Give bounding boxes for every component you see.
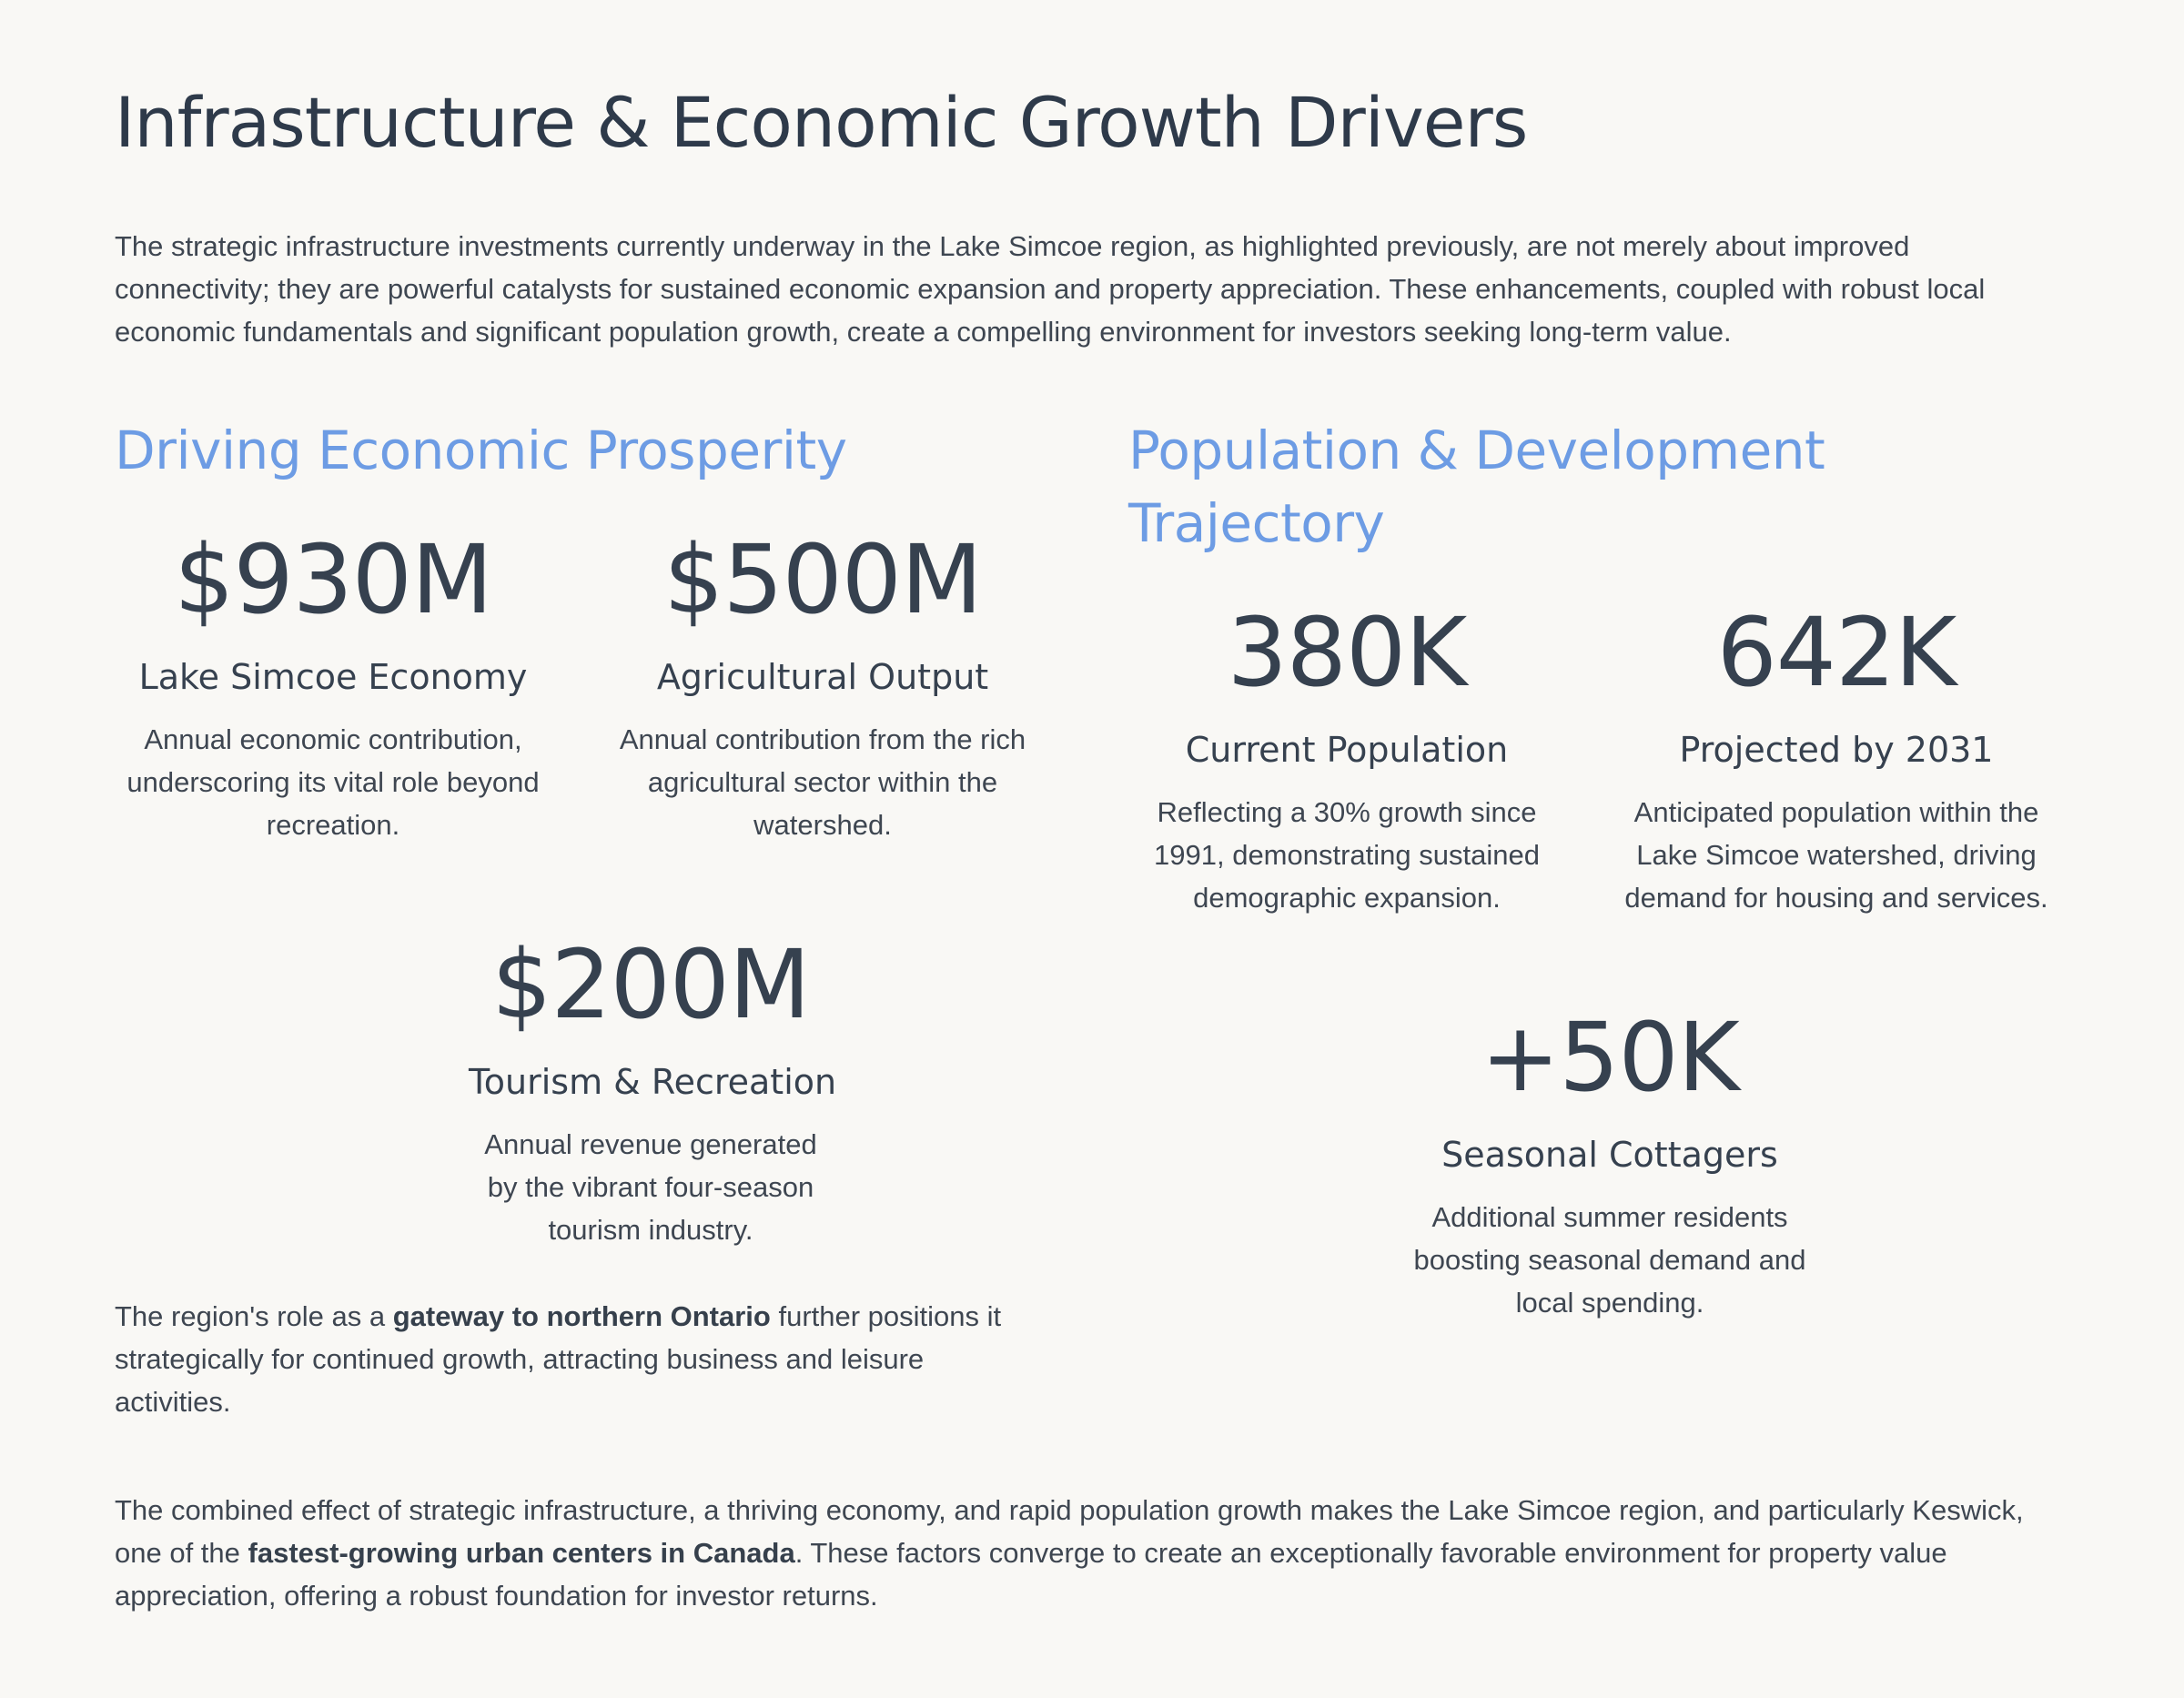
- stat-label: Tourism & Recreation: [469, 1062, 837, 1102]
- stat-description: Annual economic contribution, underscoring its vital role beyond recreation.: [126, 723, 540, 841]
- stat-card-current-population: [1128, 596, 1565, 919]
- economic-section: [115, 414, 1116, 1418]
- stat-label: Seasonal Cottagers: [1441, 1135, 1778, 1175]
- note-text: The region's role as a: [115, 1300, 393, 1332]
- stat-label: Agricultural Output: [656, 657, 989, 697]
- conclusion-text: The combined effect of strategic infrastructure, a thriving economy, and rapid population growth makes the Lake Simcoe region, and particularly Keswick, one of the: [115, 1494, 2024, 1569]
- stat-description: Annual revenue generated by the vibrant four-season tourism industry.: [484, 1128, 817, 1246]
- stat-description: Reflecting a 30% growth since 1991, demonstrating sustained demographic expansion.: [1154, 796, 1540, 914]
- stat-description: Annual contribution from the rich agricultural sector within the watershed.: [619, 723, 1026, 841]
- stat-card-seasonal-cottagers: [1400, 1001, 1819, 1324]
- gateway-note: [115, 1295, 1025, 1423]
- stat-label: Projected by 2031: [1679, 730, 1994, 770]
- stat-value: $200M: [491, 929, 810, 1040]
- stat-label: Current Population: [1185, 730, 1509, 770]
- stat-description: Additional summer residents boosting seasonal demand and local spending.: [1413, 1201, 1806, 1319]
- stat-value: 642K: [1716, 597, 1956, 708]
- note-text: further positions it strategically for continued growth, attracting business and leisure activities.: [115, 1300, 1002, 1418]
- stat-card-tourism: [469, 928, 837, 1251]
- stat-label: Lake Simcoe Economy: [138, 657, 528, 697]
- population-section-title: Population & Development Trajectory: [1128, 419, 1825, 554]
- conclusion-text: . These factors converge to create an exceptionally favorable environment for property value appreciation, offering a robust foundation for investor returns.: [115, 1537, 1947, 1612]
- population-section: [1128, 414, 2066, 1319]
- stat-value: 380K: [1227, 597, 1467, 708]
- note-highlight: gateway to northern Ontario: [392, 1300, 771, 1332]
- stat-card-agriculture: [604, 523, 1041, 846]
- conclusion-highlight: fastest-growing urban centers in Canada: [248, 1537, 795, 1569]
- intro-paragraph: The strategic infrastructure investments currently underway in the Lake Simcoe region, as highlighted previously, are not merely about improved connectivity; they are powerful catalysts for sustained economic expansion and property appreciation. These enhancements, coupled with robust local economic fundamentals and significant population growth, create a compelling environment for investors seeking long-term value.: [115, 230, 1986, 348]
- stat-description: Anticipated population within the Lake Simcoe watershed, driving demand for housing and services.: [1624, 796, 2048, 914]
- stat-card-economy: [115, 523, 551, 846]
- stat-value: $500M: [663, 524, 982, 635]
- stat-card-projected-population: [1618, 596, 2055, 919]
- stat-value: $930M: [174, 524, 492, 635]
- stat-value: +50K: [1481, 1002, 1739, 1113]
- page-title: Infrastructure & Economic Growth Drivers: [115, 82, 1528, 163]
- conclusion-paragraph: [115, 1489, 2060, 1617]
- economic-section-title: Driving Economic Prosperity: [115, 419, 847, 481]
